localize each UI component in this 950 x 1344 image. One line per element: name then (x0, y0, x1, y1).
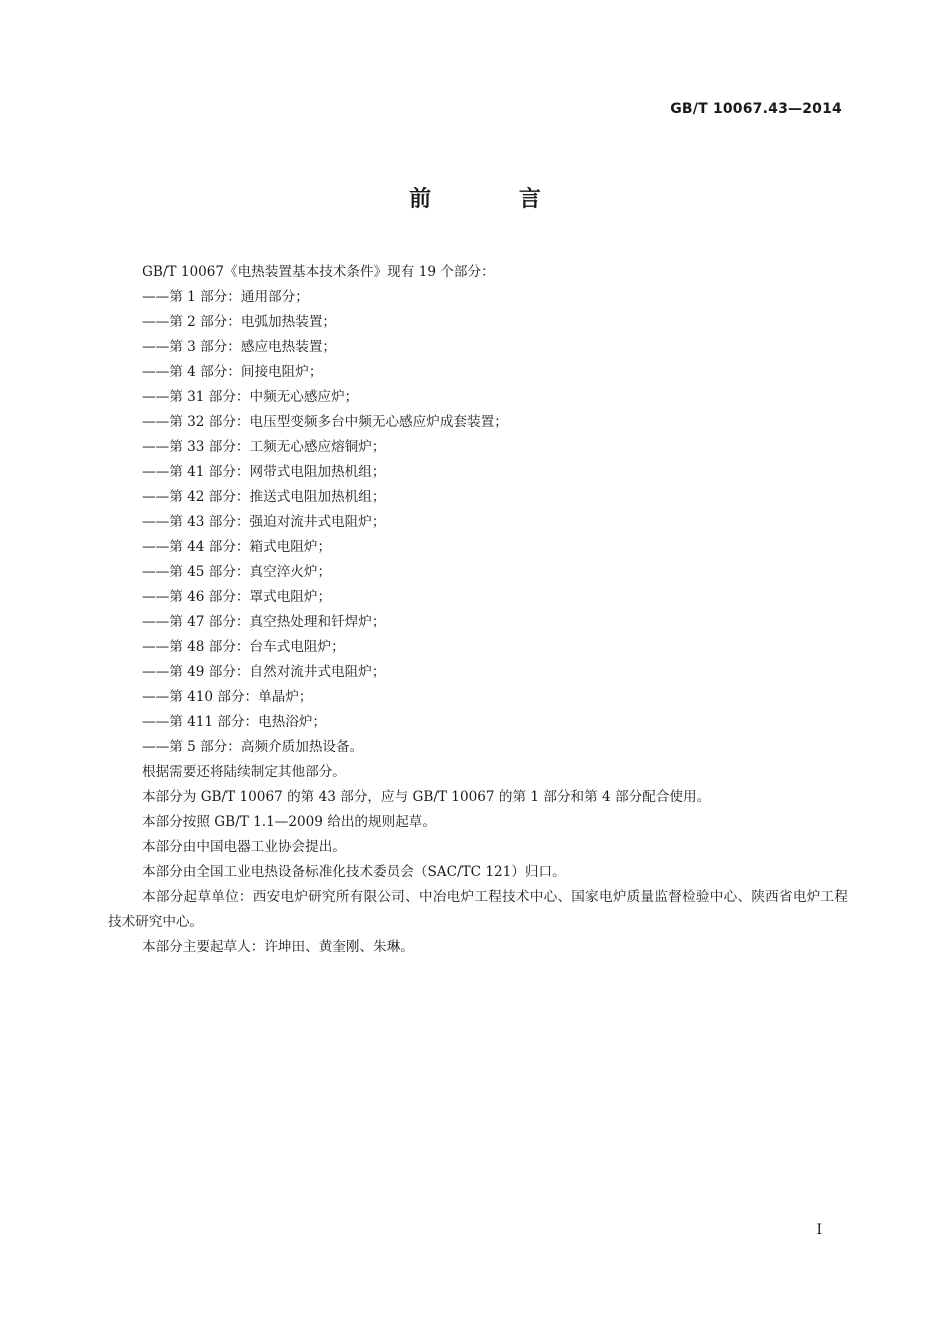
page-title: 前 言 (409, 187, 581, 212)
centralized-paragraph: 本部分由全国工业电热设备标准化技术委员会（SAC/TC 121）归口。 (142, 864, 566, 880)
part-item: ——第 410 部分：单晶炉； (142, 689, 313, 705)
part-item: ——第 49 部分：自然对流井式电阻炉； (142, 664, 386, 680)
part-item: ——第 33 部分：工频无心感应熔铜炉； (142, 439, 386, 455)
parts-list (108, 285, 848, 760)
proposer-paragraph: 本部分由中国电器工业协会提出。 (142, 839, 346, 855)
standard-number: GB/T 10067.43—2014 (670, 101, 842, 117)
part-item: ——第 46 部分：罩式电阻炉； (142, 589, 332, 605)
part-item: ——第 1 部分：通用部分； (142, 289, 309, 305)
foreword-body (108, 260, 848, 960)
part-item: ——第 41 部分：网带式电阻加热机组； (142, 464, 386, 480)
intro-paragraph: GB/T 10067《电热装置基本技术条件》现有 19 个部分： (142, 264, 495, 280)
future-parts-paragraph: 根据需要还将陆续制定其他部分。 (142, 764, 346, 780)
relation-paragraph: 本部分为 GB/T 10067 的第 43 部分，应与 GB/T 10067 的第 1 部分和第 4 部分配合使用。 (142, 789, 711, 805)
part-item: ——第 3 部分：感应电热装置； (142, 339, 337, 355)
part-item: ——第 42 部分：推送式电阻加热机组； (142, 489, 386, 505)
drafting-rules-paragraph: 本部分按照 GB/T 1.1—2009 给出的规则起草。 (142, 814, 436, 830)
part-item: ——第 2 部分：电弧加热装置； (142, 314, 337, 330)
part-item: ——第 411 部分：电热浴炉； (142, 714, 327, 730)
part-item: ——第 47 部分：真空热处理和钎焊炉； (142, 614, 386, 630)
part-item: ——第 5 部分：高频介质加热设备。 (142, 739, 364, 755)
drafting-units-paragraph: 本部分起草单位：西安电炉研究所有限公司、中冶电炉工程技术中心、国家电炉质量监督检验中心、陕西省电炉工程技术研究中心。 (108, 889, 848, 930)
part-item: ——第 48 部分：台车式电阻炉； (142, 639, 345, 655)
part-item: ——第 43 部分：强迫对流井式电阻炉； (142, 514, 386, 530)
part-item: ——第 4 部分：间接电阻炉； (142, 364, 323, 380)
page-number: I (816, 1222, 822, 1238)
part-item: ——第 32 部分：电压型变频多台中频无心感应炉成套装置； (142, 414, 508, 430)
part-item: ——第 45 部分：真空淬火炉； (142, 564, 332, 580)
part-item: ——第 31 部分：中频无心感应炉； (142, 389, 359, 405)
part-item: ——第 44 部分：箱式电阻炉； (142, 539, 332, 555)
drafters-paragraph: 本部分主要起草人：许坤田、黄奎刚、朱琳。 (142, 939, 414, 955)
